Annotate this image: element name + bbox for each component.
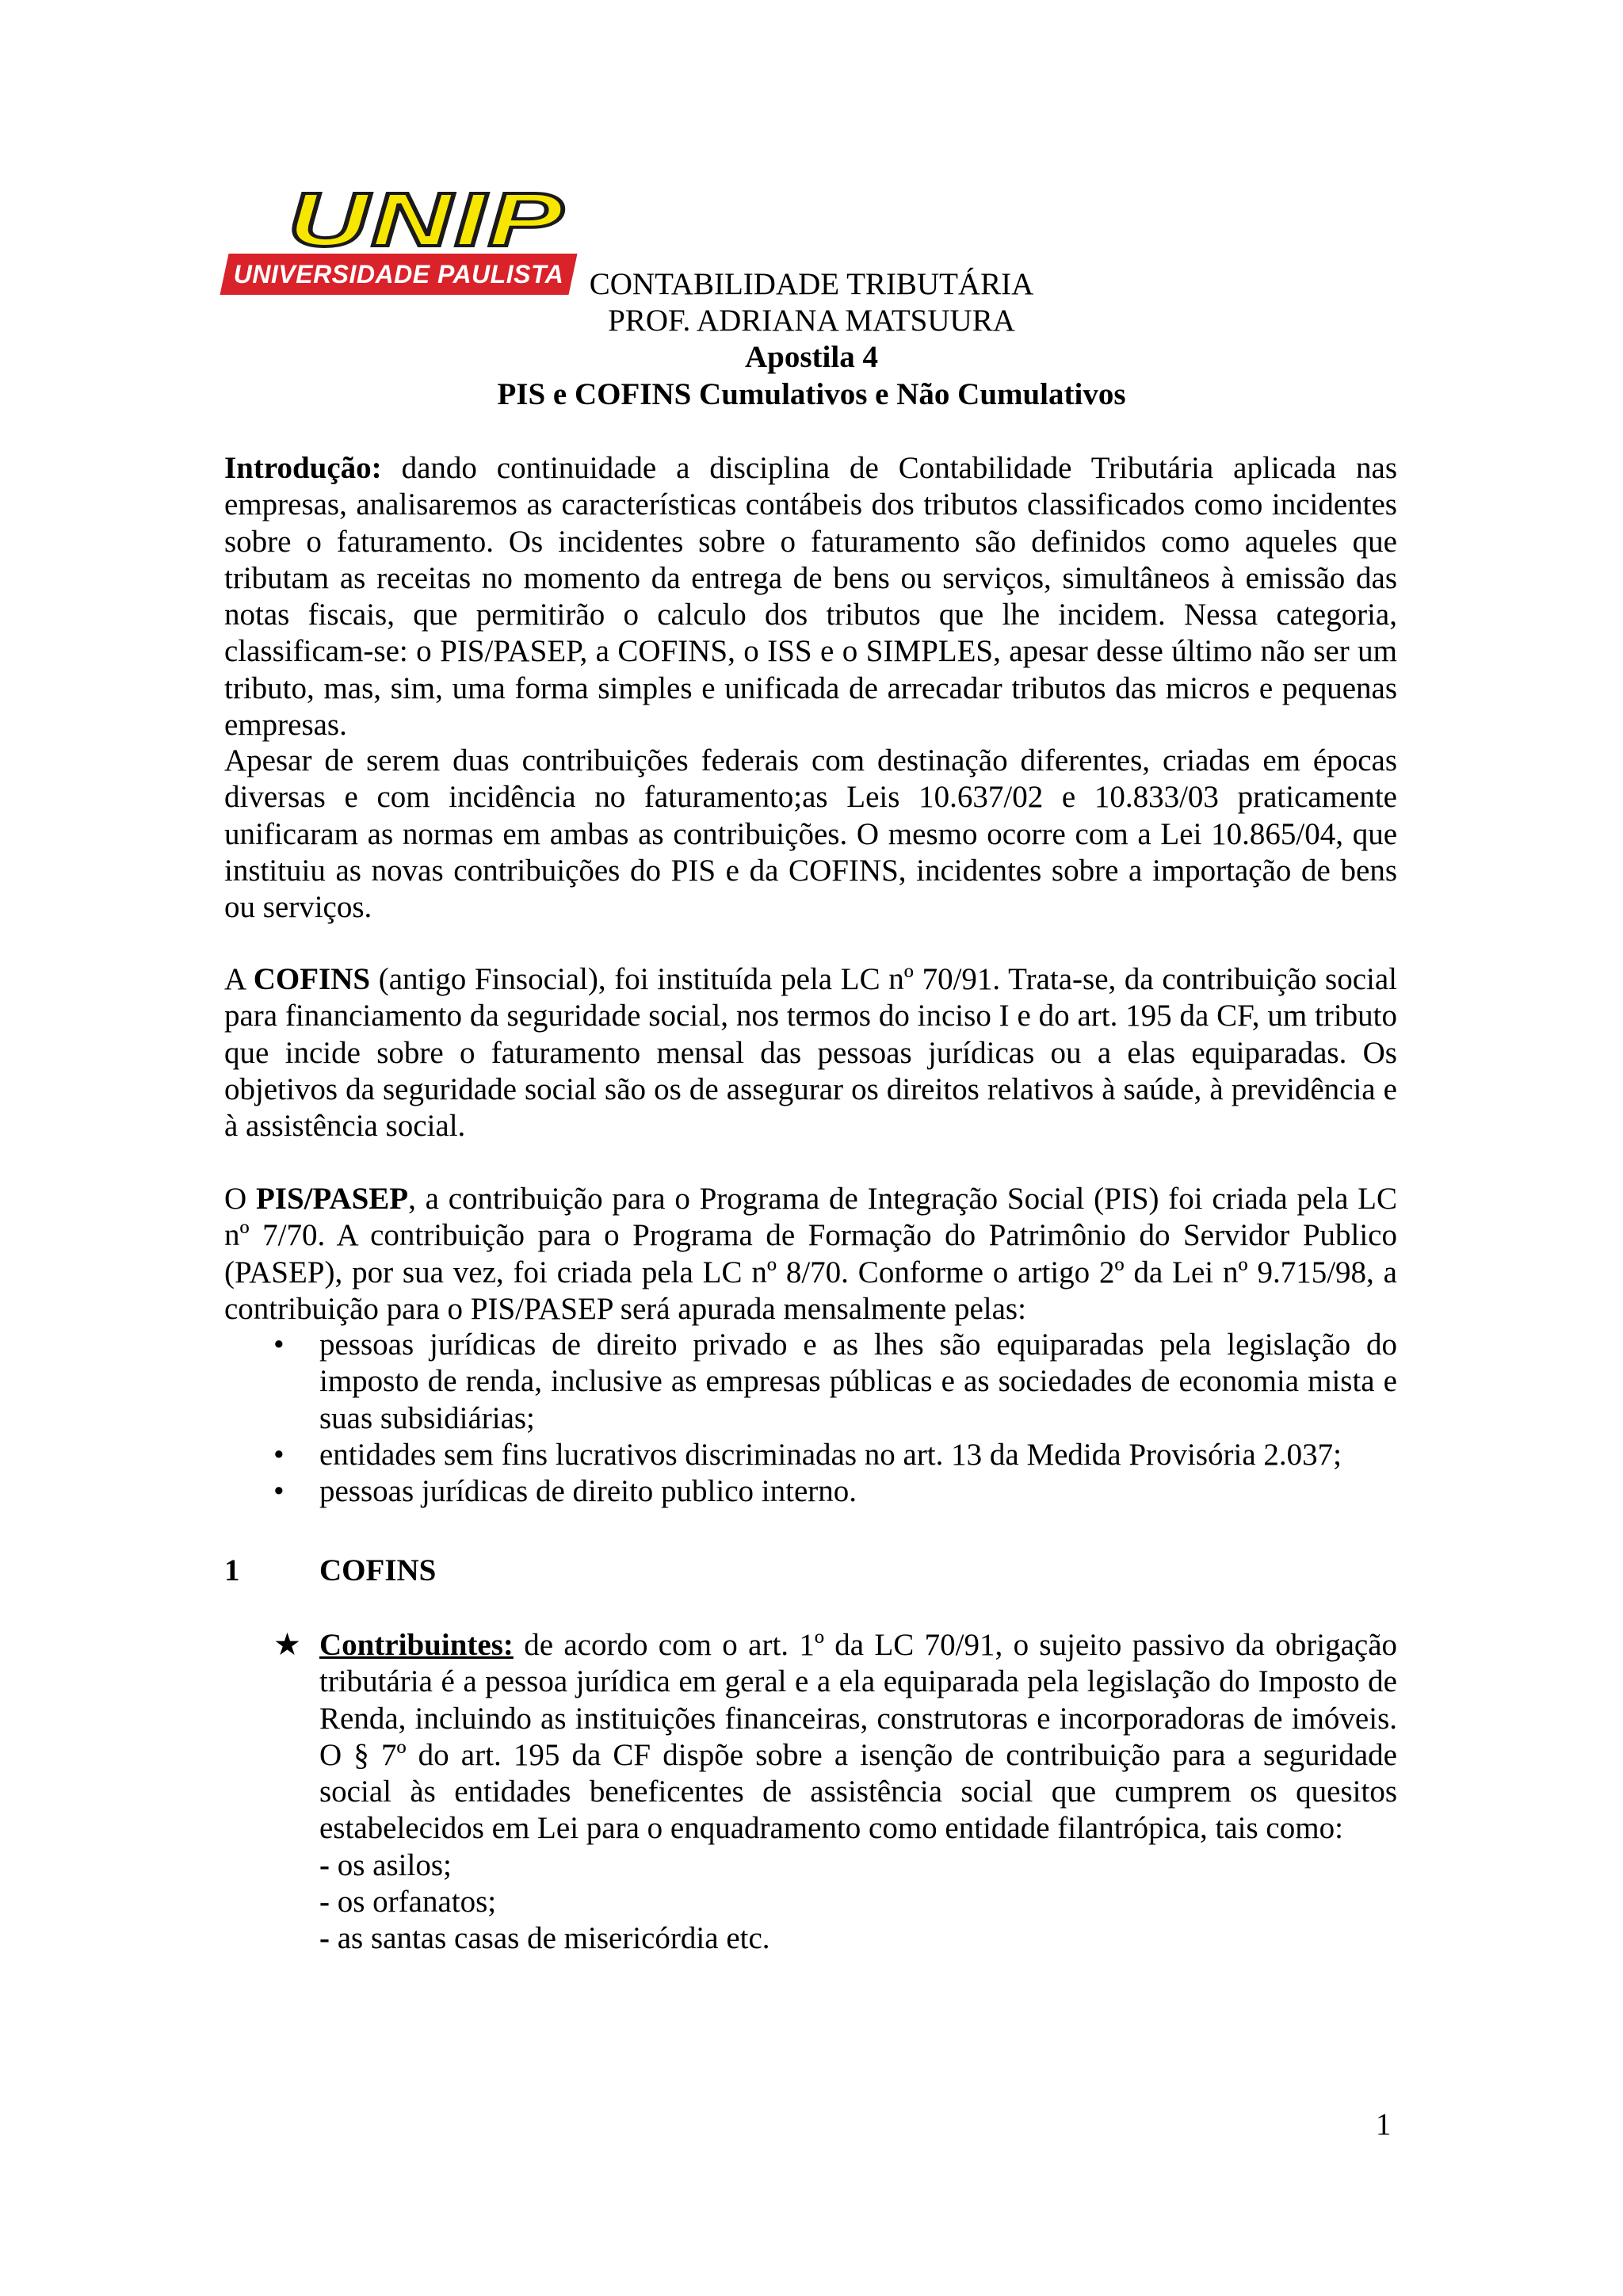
section-title: COFINS (319, 1553, 437, 1587)
pis-paragraph (224, 1181, 1397, 1328)
section-number: 1 (224, 1553, 240, 1587)
list-item (224, 1327, 1397, 1437)
handout-subject: PIS e COFINS Cumulativos e Não Cumulativos (497, 377, 1126, 411)
cofins-prefix: A (224, 962, 254, 996)
list-item (224, 1920, 1397, 1957)
cofins-paragraph (224, 961, 1397, 1144)
handout-number: Apostila 4 (745, 340, 878, 374)
dash-item-text: os orfanatos; (330, 1885, 497, 1920)
dash-item-text: os asilos; (330, 1847, 452, 1882)
list-item (224, 1437, 1397, 1473)
intro-paragraph (224, 450, 1397, 743)
dash-item-text: as santas casas de misericórdia etc. (330, 1921, 770, 1956)
bullet-icon: • (273, 1328, 285, 1362)
dash-marker: - (319, 1847, 330, 1882)
bullet-icon: • (273, 1437, 285, 1472)
list-item (224, 1884, 1397, 1920)
dash-marker: - (319, 1921, 330, 1956)
contribuintes-block (224, 1627, 1397, 1958)
page-number: 1 (1376, 2107, 1392, 2141)
star-icon: ★ (273, 1628, 301, 1662)
pis-text: , a contribuição para o Programa de Integração Social (PIS) foi criada pela LC nº 7/70. A contribuição para o Programa de Formação do Patrimônio do Servidor Publico (PASEP), por sua vez, foi criada pela LC nº 8/70. Conforme o artigo 2º da Lei nº 9.715/98, a contribuição para o PIS/PASEP será apurada mensalmente pelas: (224, 1182, 1397, 1326)
contribuintes-label: Contribuintes: (319, 1628, 514, 1662)
pis-prefix: O (224, 1182, 256, 1216)
course-title: CONTABILIDADE TRIBUTÁRIA (589, 267, 1034, 301)
contribuintes-text: de acordo com o art. 1º da LC 70/91, o sujeito passivo da obrigação tributária é a pessoa jurídica em geral e a ela equiparada pela legislação do Imposto de Renda, incluindo as instituições financeiras, construtoras e incorporadoras de imóveis. O § 7º do art. 195 da CF dispõe sobre a isenção de contribuição para a seguridade social às entidades beneficentes de assistência social que cumprem os quesitos estabelecidos em Lei para o enquadramento como entidade filantrópica, tais como: (319, 1628, 1397, 1846)
svg-text:UNIP: UNIP (288, 189, 565, 254)
list-item (224, 1847, 1397, 1884)
cofins-term: COFINS (253, 962, 371, 996)
logo-band-text: UNIVERSIDADE PAULISTA (233, 260, 564, 288)
bullet-icon: • (273, 1474, 285, 1509)
unip-logo-wordmark (280, 189, 573, 254)
bullet-text: pessoas jurídicas de direito privado e as lhes são equiparadas pela legislação do imposto de renda, inclusive as empresas públicas e as sociedades de economia mista e suas subsidiárias; (319, 1328, 1397, 1435)
intro-text: dando continuidade a disciplina de Contabilidade Tributária aplicada nas empresas, analisaremos as características contábeis dos tributos classificados como incidentes sobre o faturamento. Os incidentes sobre o faturamento são definidos como aqueles que tributam as receitas no momento da entrega de bens ou serviços, simultâneos à emissão das notas fiscais, que permitirão o calculo dos tributos que lhe incidem. Nessa categoria, classificam-se: o PIS/PASEP, a COFINS, o ISS e o SIMPLES, apesar desse último não ser um tributo, mas, sim, uma forma simples e unificada de arrecadar tributos das micros e pequenas empresas. (224, 451, 1397, 743)
bullet-list (224, 1327, 1397, 1510)
dash-marker: - (319, 1885, 330, 1920)
bullet-text: pessoas jurídicas de direito publico interno. (319, 1474, 857, 1509)
professor-name: PROF. ADRIANA MATSUURA (608, 304, 1015, 338)
bullet-text: entidades sem fins lucrativos discriminadas no art. 13 da Medida Provisória 2.037; (319, 1437, 1342, 1472)
intro-paragraph-2: Apesar de serem duas contribuições federais com destinação diferentes, criadas em épocas diversas e com incidência no faturamento;as Leis 10.637/02 e 10.833/03 praticamente unificaram as normas em ambas as contribuições. O mesmo ocorre com a Lei 10.865/04, que instituiu as novas contribuições do PIS e da COFINS, incidentes sobre a importação de bens ou serviços. (224, 743, 1397, 925)
contribuintes-paragraph (224, 1627, 1397, 1847)
pis-term: PIS/PASEP (255, 1182, 409, 1216)
list-item (224, 1473, 1397, 1510)
cofins-text: (antigo Finsocial), foi instituída pela LC nº 70/91. Trata-se, da contribuição social para financiamento da seguridade social, nos termos do inciso I e do art. 195 da CF, um tributo que incide sobre o faturamento mensal das pessoas jurídicas ou a elas equiparadas. Os objetivos da seguridade social são os de assegurar os direitos relativos à saúde, à previdência e à assistência social. (224, 962, 1397, 1144)
intro-label: Introdução: (224, 451, 382, 485)
